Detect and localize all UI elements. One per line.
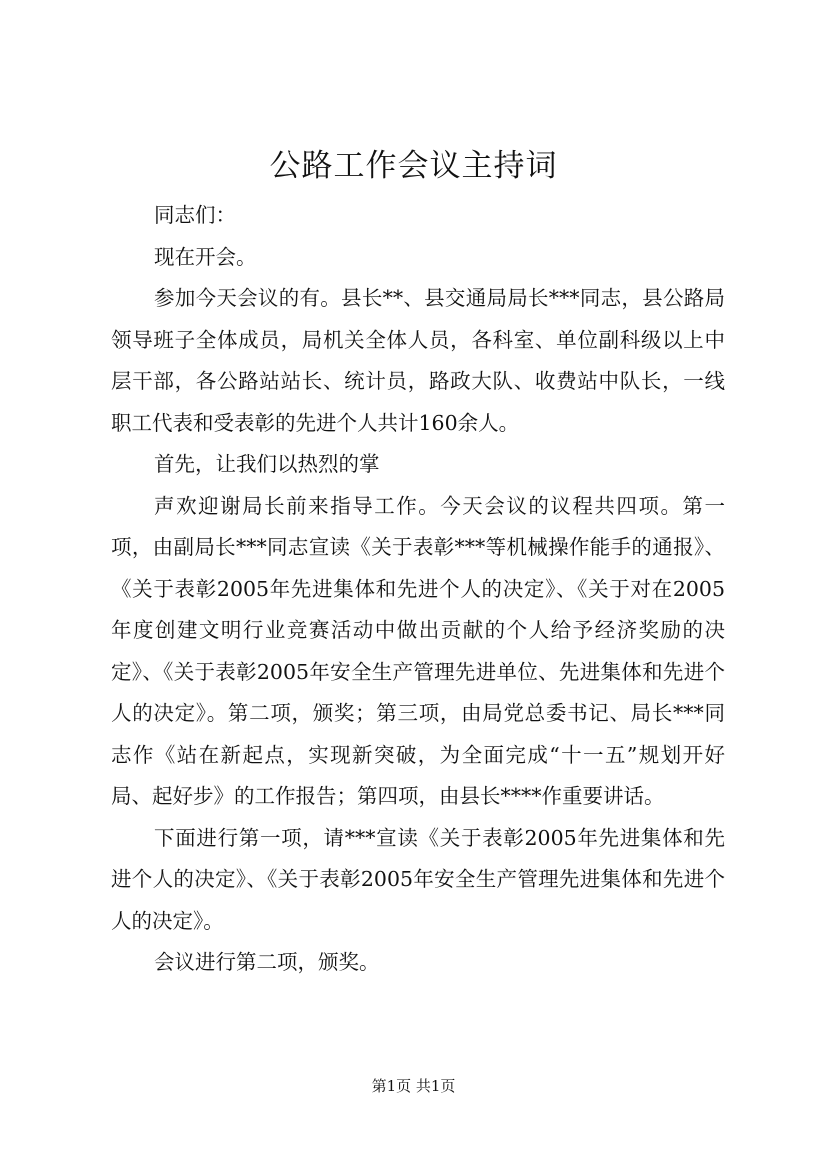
paragraph-opening: 现在开会。: [154, 244, 257, 269]
document-title: 公路工作会议主持词: [269, 148, 558, 184]
page-number-footer: 第1页 共1页: [371, 1077, 456, 1095]
paragraph-item-two: 会议进行第二项，颁奖。: [154, 950, 380, 974]
paragraph-item-one: 下面进行第一项，请***宣读《关于表彰2005年先进集体和先进个人的决定》、《关于表彰2005年安全生产管理先进集体和先进个人的决定》。: [111, 825, 725, 933]
paragraph-agenda: 声欢迎谢局长前来指导工作。今天会议的议程共四项。第一项，由副局长***同志宣读《关于表彰***等机械操作能手的通报》、《关于表彰2005年先进集体和先进个人的决定》、《关于对在2005年度创建文明行业竞赛活动中做出贡献的个人给予经济奖励的决定》、《关于表彰2005年安全生产管理先进单位、先进集体和先进个人的决定》。第二项，颁奖；第三项，由局党总委书记、局长***同志作《站在新起点，实现新突破，为全面完成“十一五”规划开好局、起好步》的工作报告；第四项，由县长****作重要讲话。: [111, 493, 725, 808]
paragraph-greeting: 同志们：: [154, 203, 237, 227]
paragraph-attendees: 参加今天会议的有。县长**、县交通局局长***同志，县公路局领导班子全体成员，局机关全体人员，各科室、单位副科级以上中层干部，各公路站站长、统计员，路政大队、收费站中队长，一线职工代表和受表彰的先进个人共计160余人。: [111, 286, 725, 435]
paragraph-welcome: 首先，让我们以热烈的掌: [154, 452, 380, 476]
document-body: [111, 195, 725, 984]
